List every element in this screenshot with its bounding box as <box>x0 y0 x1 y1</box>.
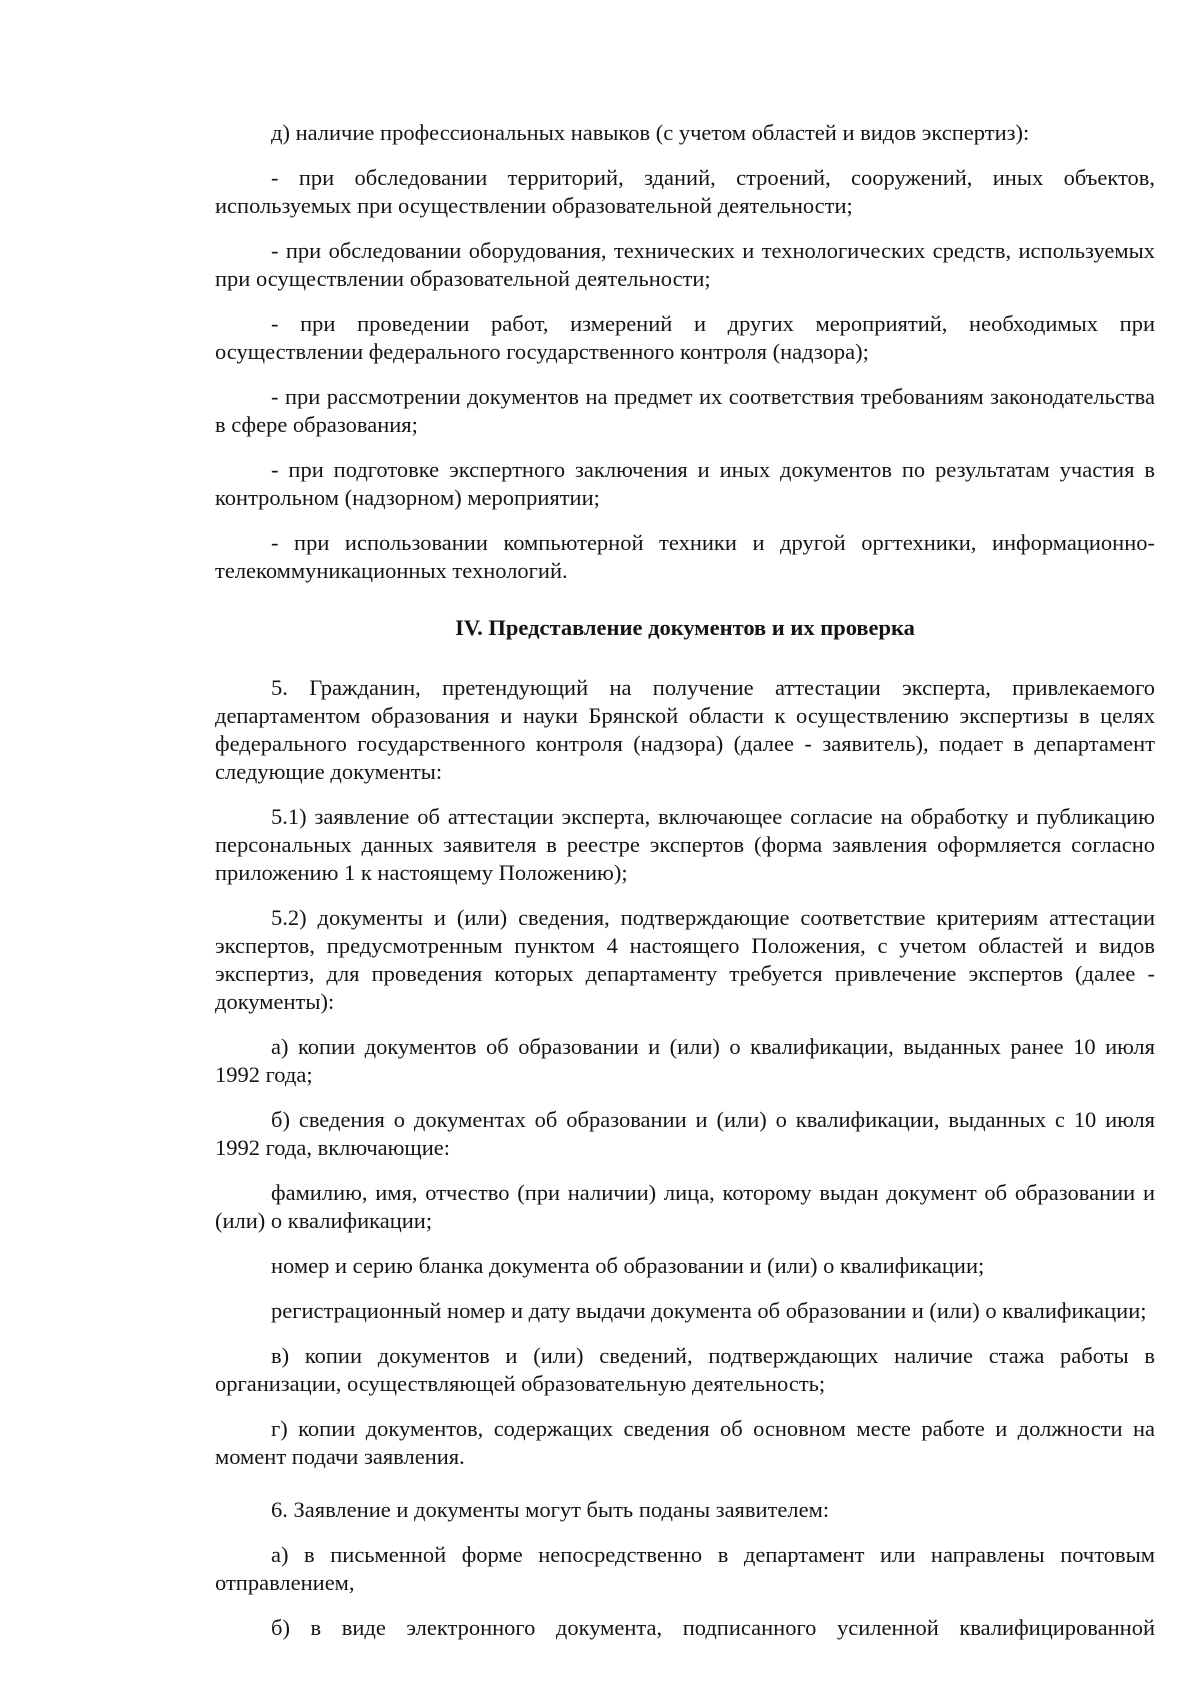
paragraph-skill-documents-review: - при рассмотрении документов на предмет их соответствия требованиям законодательства в сфере образования; <box>215 384 1155 437</box>
paragraph-item-5: 5. Гражданин, претендующий на получение аттестации эксперта, привлекаемого департаментом образования и науки Брянской области к осуществлению экспертизы в целях федерального государственного контроля (надзора) (далее - заявитель), подает в департамент следующие документы: <box>215 675 1155 784</box>
paragraph-item-g-workplace: г) копии документов, содержащих сведения об основном месте работе и должности на момент подачи заявления. <box>215 1416 1155 1469</box>
paragraph-item-6-b: б) в виде электронного документа, подписанного усиленной квалифицированной <box>271 1615 1155 1640</box>
paragraph-item-a-copies: а) копии документов об образовании и (или) о квалификации, выданных ранее 10 июля 1992 года; <box>215 1034 1155 1087</box>
paragraph-item-5-2: 5.2) документы и (или) сведения, подтверждающие соответствие критериям аттестации экспертов, предусмотренным пунктом 4 настоящего Положения, с учетом областей и видов экспертиз, для проведения которых департаменту требуется привлечение экспертов (далее - документы): <box>215 905 1155 1014</box>
paragraph-registration-number: регистрационный номер и дату выдачи документа об образовании и (или) о квалификации; <box>271 1298 1147 1323</box>
document-body <box>215 119 1155 1659</box>
paragraph-skill-territories: - при обследовании территорий, зданий, строений, сооружений, иных объектов, используемых при осуществлении образовательной деятельности; <box>215 165 1155 218</box>
paragraph-skill-equipment: - при обследовании оборудования, технических и технологических средств, используемых при осуществлении образовательной деятельности; <box>215 238 1155 291</box>
paragraph-item-5-1: 5.1) заявление об аттестации эксперта, включающее согласие на обработку и публикацию персональных данных заявителя в реестре экспертов (форма заявления оформляется согласно приложению 1 к настоящему Положению); <box>215 804 1155 885</box>
paragraph-full-name: фамилию, имя, отчество (при наличии) лица, которому выдан документ об образовании и (или) о квалификации; <box>215 1180 1155 1233</box>
paragraph-blank-number: номер и серию бланка документа об образовании и (или) о квалификации; <box>271 1253 985 1278</box>
paragraph-item-v-experience: в) копии документов и (или) сведений, подтверждающих наличие стажа работы в организации, осуществляющей образовательную деятельность; <box>215 1343 1155 1396</box>
paragraph-skill-expert-conclusion: - при подготовке экспертного заключения и иных документов по результатам участия в контрольном (надзорном) мероприятии; <box>215 457 1155 510</box>
paragraph-item-6: 6. Заявление и документы могут быть поданы заявителем: <box>271 1497 830 1522</box>
section-heading: IV. Представление документов и их проверка <box>455 615 915 640</box>
paragraph-skill-measurements: - при проведении работ, измерений и других мероприятий, необходимых при осуществлении федерального государственного контроля (надзора); <box>215 311 1155 364</box>
paragraph-professional-skills: д) наличие профессиональных навыков (с учетом областей и видов экспертиз): <box>271 120 1030 145</box>
paragraph-item-6-a: а) в письменной форме непосредственно в департамент или направлены почтовым отправлением, <box>215 1542 1155 1595</box>
paragraph-skill-computer: - при использовании компьютерной техники и другой оргтехники, информационно-телекоммуникационных технологий. <box>215 530 1155 583</box>
paragraph-item-b-info: б) сведения о документах об образовании и (или) о квалификации, выданных с 10 июля 1992 года, включающие: <box>215 1107 1155 1160</box>
